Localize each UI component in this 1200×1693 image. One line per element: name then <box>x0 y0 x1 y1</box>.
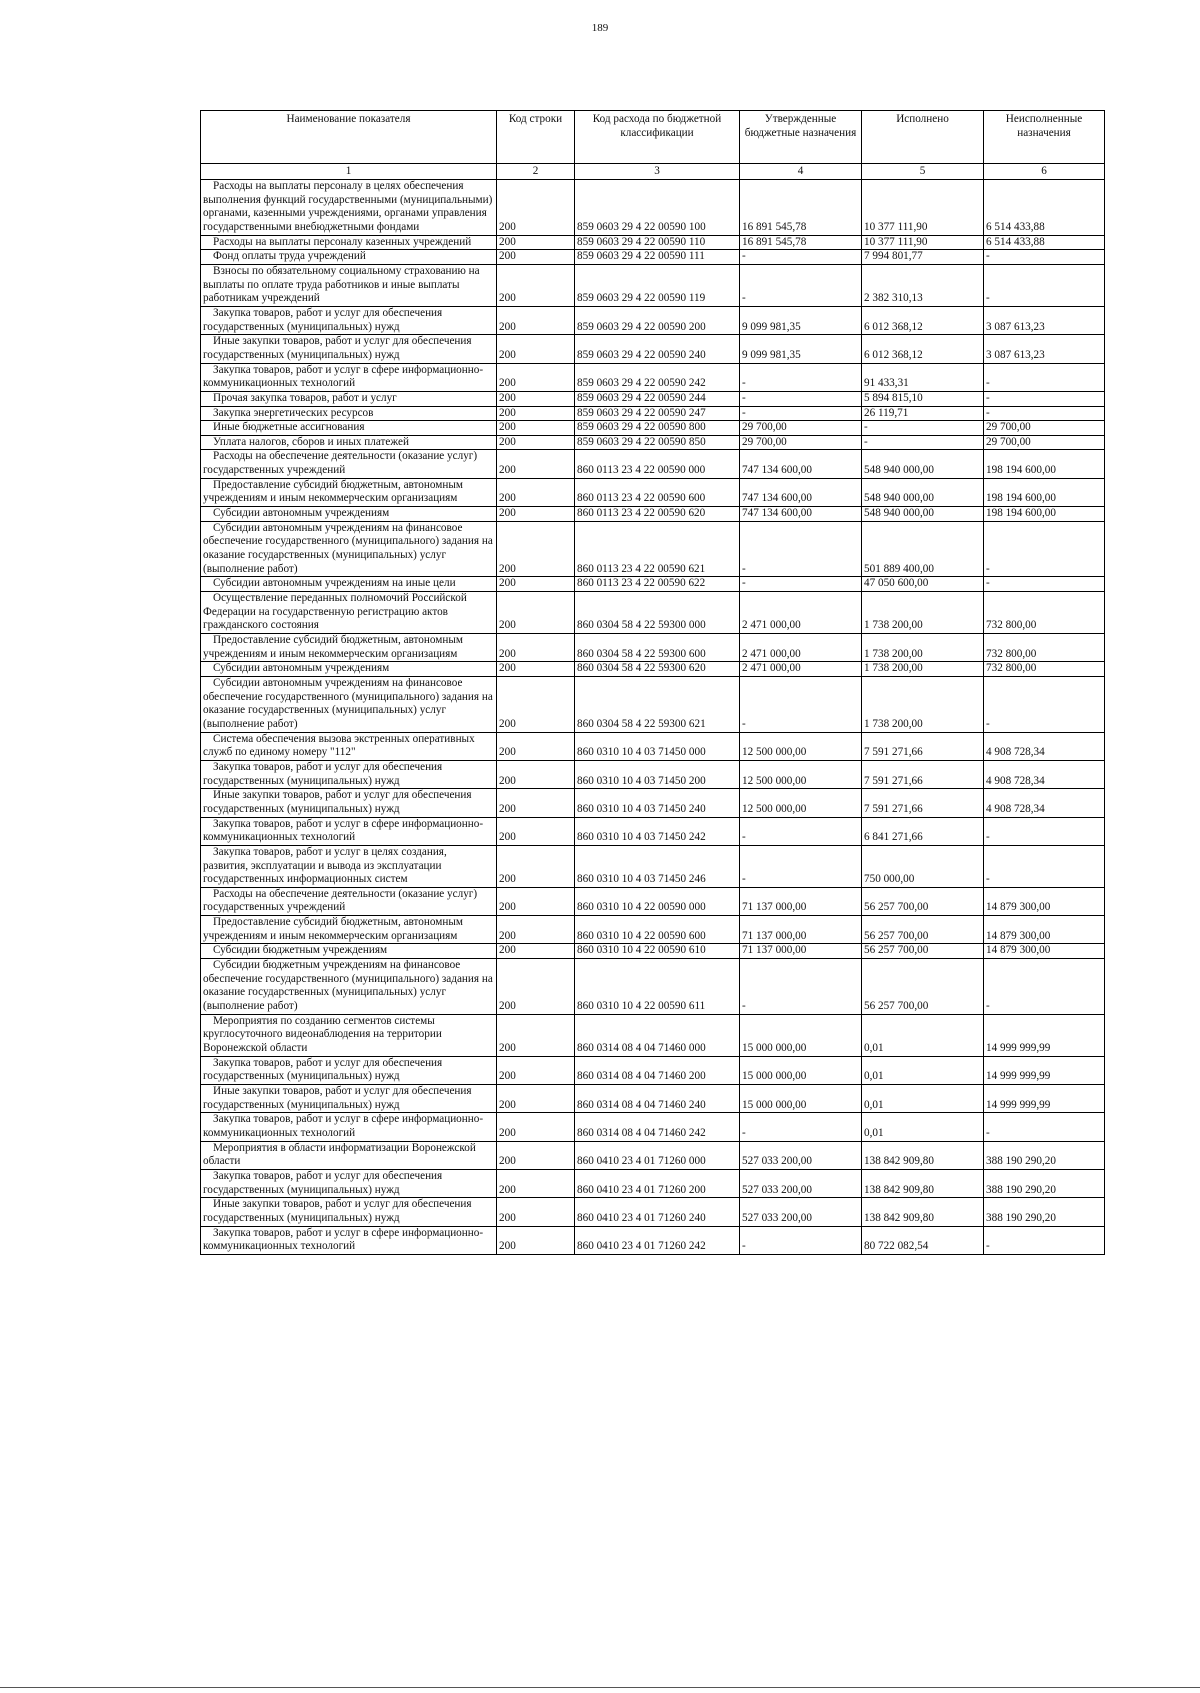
row-line-code: 200 <box>497 1169 575 1197</box>
row-approved-amount: 2 471 000,00 <box>740 592 862 634</box>
row-executed-amount: 7 591 271,66 <box>862 760 984 788</box>
row-indicator-name: Субсидии автономным учреждениям на финансовое обеспечение государственного (муниципального) задания на оказание государственных (муниципальных) услуг (выполнение работ) <box>201 676 497 732</box>
table-row <box>201 306 1105 334</box>
header-executed: Исполнено <box>862 111 984 164</box>
row-line-code: 200 <box>497 1085 575 1113</box>
row-line-code: 200 <box>497 1014 575 1056</box>
row-line-code: 200 <box>497 363 575 391</box>
row-indicator-name: Субсидии автономным учреждениям на финансовое обеспечение государственного (муниципального) задания на оказание государственных (муниципальных) услуг (выполнение работ) <box>201 521 497 577</box>
row-indicator-name: Закупка товаров, работ и услуг в сфере информационно-коммуникационных технологий <box>201 1226 497 1254</box>
row-unexecuted-amount: 388 190 290,20 <box>984 1169 1105 1197</box>
row-approved-amount: - <box>740 264 862 306</box>
row-budget-code: 860 0310 10 4 03 71450 246 <box>575 845 740 887</box>
row-budget-code: 860 0113 23 4 22 00590 000 <box>575 450 740 478</box>
row-budget-code: 860 0113 23 4 22 00590 621 <box>575 521 740 577</box>
row-budget-code: 859 0603 29 4 22 00590 242 <box>575 363 740 391</box>
row-indicator-name: Предоставление субсидий бюджетным, автономным учреждениям и иным некоммерческим организациям <box>201 916 497 944</box>
row-executed-amount: 7 994 801,77 <box>862 250 984 265</box>
row-executed-amount: 548 940 000,00 <box>862 507 984 522</box>
row-executed-amount: 138 842 909,80 <box>862 1169 984 1197</box>
row-budget-code: 859 0603 29 4 22 00590 111 <box>575 250 740 265</box>
row-approved-amount: 747 134 600,00 <box>740 507 862 522</box>
row-unexecuted-amount: - <box>984 521 1105 577</box>
row-unexecuted-amount: 388 190 290,20 <box>984 1198 1105 1226</box>
row-unexecuted-amount: - <box>984 264 1105 306</box>
row-line-code: 200 <box>497 944 575 959</box>
row-executed-amount: 10 377 111,90 <box>862 180 984 236</box>
row-line-code: 200 <box>497 250 575 265</box>
row-unexecuted-amount: 14 999 999,99 <box>984 1014 1105 1056</box>
row-approved-amount: - <box>740 817 862 845</box>
table-row <box>201 845 1105 887</box>
row-unexecuted-amount: 3 087 613,23 <box>984 335 1105 363</box>
row-executed-amount: 80 722 082,54 <box>862 1226 984 1254</box>
row-line-code: 200 <box>497 845 575 887</box>
row-unexecuted-amount: 6 514 433,88 <box>984 235 1105 250</box>
row-budget-code: 860 0410 23 4 01 71260 200 <box>575 1169 740 1197</box>
row-budget-code: 860 0304 58 4 22 59300 620 <box>575 662 740 677</box>
row-approved-amount: 15 000 000,00 <box>740 1056 862 1084</box>
table-row <box>201 662 1105 677</box>
row-budget-code: 860 0310 10 4 22 00590 000 <box>575 887 740 915</box>
row-approved-amount: 16 891 545,78 <box>740 235 862 250</box>
table-row <box>201 887 1105 915</box>
row-budget-code: 860 0310 10 4 22 00590 600 <box>575 916 740 944</box>
row-budget-code: 859 0603 29 4 22 00590 244 <box>575 391 740 406</box>
table-row <box>201 335 1105 363</box>
row-indicator-name: Мероприятия по созданию сегментов системы круглосуточного видеонаблюдения на территории Воронежской области <box>201 1014 497 1056</box>
row-executed-amount: 6 012 368,12 <box>862 335 984 363</box>
row-executed-amount: 1 738 200,00 <box>862 592 984 634</box>
row-line-code: 200 <box>497 391 575 406</box>
column-number: 6 <box>984 164 1105 180</box>
row-indicator-name: Иные закупки товаров, работ и услуг для обеспечения государственных (муниципальных) нужд <box>201 789 497 817</box>
row-line-code: 200 <box>497 760 575 788</box>
table-row <box>201 1014 1105 1056</box>
row-indicator-name: Иные бюджетные ассигнования <box>201 421 497 436</box>
row-indicator-name: Субсидии бюджетным учреждениям на финансовое обеспечение государственного (муниципального) задания на оказание государственных (муниципальных) услуг (выполнение работ) <box>201 959 497 1015</box>
row-budget-code: 860 0314 08 4 04 71460 242 <box>575 1113 740 1141</box>
row-indicator-name: Иные закупки товаров, работ и услуг для обеспечения государственных (муниципальных) нужд <box>201 335 497 363</box>
row-approved-amount: - <box>740 1113 862 1141</box>
row-approved-amount: 15 000 000,00 <box>740 1014 862 1056</box>
table-row <box>201 478 1105 506</box>
row-budget-code: 860 0310 10 4 22 00590 610 <box>575 944 740 959</box>
row-indicator-name: Уплата налогов, сборов и иных платежей <box>201 435 497 450</box>
row-budget-code: 860 0113 23 4 22 00590 622 <box>575 577 740 592</box>
row-indicator-name: Система обеспечения вызова экстренных оперативных служб по единому номеру "112" <box>201 732 497 760</box>
row-budget-code: 860 0304 58 4 22 59300 000 <box>575 592 740 634</box>
row-approved-amount: 9 099 981,35 <box>740 335 862 363</box>
table-row <box>201 264 1105 306</box>
row-budget-code: 859 0603 29 4 22 00590 100 <box>575 180 740 236</box>
row-indicator-name: Закупка товаров, работ и услуг для обеспечения государственных (муниципальных) нужд <box>201 1056 497 1084</box>
row-indicator-name: Фонд оплаты труда учреждений <box>201 250 497 265</box>
row-unexecuted-amount: 732 800,00 <box>984 634 1105 662</box>
row-budget-code: 860 0410 23 4 01 71260 240 <box>575 1198 740 1226</box>
row-executed-amount: - <box>862 421 984 436</box>
table-row <box>201 732 1105 760</box>
header-row <box>201 111 1105 164</box>
row-line-code: 200 <box>497 592 575 634</box>
row-line-code: 200 <box>497 264 575 306</box>
row-budget-code: 860 0314 08 4 04 71460 000 <box>575 1014 740 1056</box>
row-line-code: 200 <box>497 521 575 577</box>
row-budget-code: 860 0310 10 4 03 71450 242 <box>575 817 740 845</box>
row-unexecuted-amount: 198 194 600,00 <box>984 507 1105 522</box>
row-approved-amount: 12 500 000,00 <box>740 732 862 760</box>
row-executed-amount: 0,01 <box>862 1085 984 1113</box>
row-executed-amount: 138 842 909,80 <box>862 1198 984 1226</box>
row-executed-amount: 7 591 271,66 <box>862 789 984 817</box>
row-indicator-name: Субсидии бюджетным учреждениям <box>201 944 497 959</box>
row-line-code: 200 <box>497 1056 575 1084</box>
row-line-code: 200 <box>497 180 575 236</box>
row-line-code: 200 <box>497 817 575 845</box>
row-budget-code: 860 0314 08 4 04 71460 240 <box>575 1085 740 1113</box>
row-line-code: 200 <box>497 435 575 450</box>
table-row <box>201 1085 1105 1113</box>
row-line-code: 200 <box>497 634 575 662</box>
row-indicator-name: Мероприятия в области информатизации Воронежской области <box>201 1141 497 1169</box>
row-unexecuted-amount: - <box>984 845 1105 887</box>
row-approved-amount: - <box>740 250 862 265</box>
row-line-code: 200 <box>497 335 575 363</box>
row-approved-amount: 29 700,00 <box>740 435 862 450</box>
row-budget-code: 859 0603 29 4 22 00590 110 <box>575 235 740 250</box>
row-executed-amount: 6 012 368,12 <box>862 306 984 334</box>
table-row <box>201 944 1105 959</box>
row-executed-amount: 56 257 700,00 <box>862 916 984 944</box>
table-row <box>201 450 1105 478</box>
row-budget-code: 859 0603 29 4 22 00590 200 <box>575 306 740 334</box>
table-row <box>201 435 1105 450</box>
row-line-code: 200 <box>497 676 575 732</box>
header-approved: Утвержденные бюджетные назначения <box>740 111 862 164</box>
row-approved-amount: 12 500 000,00 <box>740 760 862 788</box>
row-unexecuted-amount: - <box>984 959 1105 1015</box>
table-row <box>201 363 1105 391</box>
row-budget-code: 860 0310 10 4 03 71450 200 <box>575 760 740 788</box>
table-row <box>201 421 1105 436</box>
row-indicator-name: Предоставление субсидий бюджетным, автономным учреждениям и иным некоммерческим организациям <box>201 634 497 662</box>
row-executed-amount: 548 940 000,00 <box>862 478 984 506</box>
row-executed-amount: 47 050 600,00 <box>862 577 984 592</box>
row-budget-code: 859 0603 29 4 22 00590 119 <box>575 264 740 306</box>
row-indicator-name: Взносы по обязательному социальному страхованию на выплаты по оплате труда работников и иные выплаты работникам учреждений <box>201 264 497 306</box>
row-executed-amount: 1 738 200,00 <box>862 676 984 732</box>
row-indicator-name: Расходы на обеспечение деятельности (оказание услуг) государственных учреждений <box>201 450 497 478</box>
row-approved-amount: 527 033 200,00 <box>740 1169 862 1197</box>
row-approved-amount: - <box>740 521 862 577</box>
table-row <box>201 521 1105 577</box>
table-row <box>201 507 1105 522</box>
row-unexecuted-amount: - <box>984 1226 1105 1254</box>
row-unexecuted-amount: 4 908 728,34 <box>984 760 1105 788</box>
row-executed-amount: 1 738 200,00 <box>862 634 984 662</box>
row-executed-amount: 10 377 111,90 <box>862 235 984 250</box>
row-unexecuted-amount: 4 908 728,34 <box>984 789 1105 817</box>
row-unexecuted-amount: 14 879 300,00 <box>984 916 1105 944</box>
table-row <box>201 634 1105 662</box>
row-unexecuted-amount: - <box>984 250 1105 265</box>
row-approved-amount: 9 099 981,35 <box>740 306 862 334</box>
row-budget-code: 860 0310 10 4 03 71450 000 <box>575 732 740 760</box>
row-line-code: 200 <box>497 916 575 944</box>
row-executed-amount: 7 591 271,66 <box>862 732 984 760</box>
row-unexecuted-amount: - <box>984 1113 1105 1141</box>
row-indicator-name: Субсидии автономным учреждениям на иные цели <box>201 577 497 592</box>
row-approved-amount: 747 134 600,00 <box>740 450 862 478</box>
row-unexecuted-amount: 6 514 433,88 <box>984 180 1105 236</box>
table-row <box>201 1226 1105 1254</box>
row-unexecuted-amount: 732 800,00 <box>984 592 1105 634</box>
row-budget-code: 860 0310 10 4 22 00590 611 <box>575 959 740 1015</box>
row-unexecuted-amount: 388 190 290,20 <box>984 1141 1105 1169</box>
row-line-code: 200 <box>497 1198 575 1226</box>
row-budget-code: 859 0603 29 4 22 00590 240 <box>575 335 740 363</box>
row-line-code: 200 <box>497 887 575 915</box>
row-approved-amount: - <box>740 1226 862 1254</box>
row-executed-amount: 56 257 700,00 <box>862 887 984 915</box>
row-line-code: 200 <box>497 1141 575 1169</box>
row-line-code: 200 <box>497 421 575 436</box>
row-line-code: 200 <box>497 507 575 522</box>
row-unexecuted-amount: 29 700,00 <box>984 421 1105 436</box>
row-indicator-name: Иные закупки товаров, работ и услуг для обеспечения государственных (муниципальных) нужд <box>201 1198 497 1226</box>
table-row <box>201 760 1105 788</box>
row-unexecuted-amount: 14 999 999,99 <box>984 1056 1105 1084</box>
row-approved-amount: - <box>740 577 862 592</box>
row-approved-amount: 527 033 200,00 <box>740 1198 862 1226</box>
table-row <box>201 676 1105 732</box>
page-bottom-rule <box>0 1687 1200 1688</box>
row-approved-amount: 71 137 000,00 <box>740 944 862 959</box>
row-line-code: 200 <box>497 1113 575 1141</box>
row-approved-amount: 71 137 000,00 <box>740 916 862 944</box>
row-unexecuted-amount: - <box>984 817 1105 845</box>
row-indicator-name: Закупка товаров, работ и услуг в сфере информационно-коммуникационных технологий <box>201 817 497 845</box>
table-row <box>201 1141 1105 1169</box>
table-row <box>201 235 1105 250</box>
table-row <box>201 1169 1105 1197</box>
row-approved-amount: 29 700,00 <box>740 421 862 436</box>
table-row <box>201 817 1105 845</box>
table-row <box>201 1198 1105 1226</box>
row-executed-amount: 0,01 <box>862 1113 984 1141</box>
budget-execution-table <box>200 110 1105 1255</box>
row-executed-amount: 91 433,31 <box>862 363 984 391</box>
row-approved-amount: 747 134 600,00 <box>740 478 862 506</box>
row-budget-code: 860 0310 10 4 03 71450 240 <box>575 789 740 817</box>
table-row <box>201 1056 1105 1084</box>
row-approved-amount: 2 471 000,00 <box>740 662 862 677</box>
header-budget-code: Код расхода по бюджетной классификации <box>575 111 740 164</box>
row-unexecuted-amount: 198 194 600,00 <box>984 478 1105 506</box>
row-budget-code: 860 0410 23 4 01 71260 000 <box>575 1141 740 1169</box>
table-row <box>201 406 1105 421</box>
table-row <box>201 180 1105 236</box>
row-line-code: 200 <box>497 662 575 677</box>
row-indicator-name: Осуществление переданных полномочий Российской Федерации на государственную регистрацию актов гражданского состояния <box>201 592 497 634</box>
table-row <box>201 250 1105 265</box>
row-executed-amount: 1 738 200,00 <box>862 662 984 677</box>
row-approved-amount: 71 137 000,00 <box>740 887 862 915</box>
row-unexecuted-amount: - <box>984 363 1105 391</box>
row-indicator-name: Закупка энергетических ресурсов <box>201 406 497 421</box>
row-line-code: 200 <box>497 789 575 817</box>
row-line-code: 200 <box>497 406 575 421</box>
row-unexecuted-amount: 29 700,00 <box>984 435 1105 450</box>
row-unexecuted-amount: - <box>984 577 1105 592</box>
row-approved-amount: - <box>740 363 862 391</box>
row-line-code: 200 <box>497 478 575 506</box>
row-unexecuted-amount: 732 800,00 <box>984 662 1105 677</box>
row-budget-code: 860 0304 58 4 22 59300 621 <box>575 676 740 732</box>
page-number: 189 <box>591 22 609 34</box>
row-unexecuted-amount: 14 999 999,99 <box>984 1085 1105 1113</box>
row-indicator-name: Закупка товаров, работ и услуг для обеспечения государственных (муниципальных) нужд <box>201 760 497 788</box>
row-executed-amount: 501 889 400,00 <box>862 521 984 577</box>
row-executed-amount: 138 842 909,80 <box>862 1141 984 1169</box>
row-line-code: 200 <box>497 306 575 334</box>
row-executed-amount: 750 000,00 <box>862 845 984 887</box>
column-number: 3 <box>575 164 740 180</box>
row-indicator-name: Прочая закупка товаров, работ и услуг <box>201 391 497 406</box>
row-line-code: 200 <box>497 1226 575 1254</box>
table-row <box>201 789 1105 817</box>
row-executed-amount: 2 382 310,13 <box>862 264 984 306</box>
column-number: 2 <box>497 164 575 180</box>
row-line-code: 200 <box>497 577 575 592</box>
row-indicator-name: Закупка товаров, работ и услуг в сфере информационно-коммуникационных технологий <box>201 363 497 391</box>
table-row <box>201 959 1105 1015</box>
header-unexecuted: Неисполненные назначения <box>984 111 1105 164</box>
table-row <box>201 577 1105 592</box>
row-approved-amount: 15 000 000,00 <box>740 1085 862 1113</box>
row-budget-code: 859 0603 29 4 22 00590 850 <box>575 435 740 450</box>
row-approved-amount: - <box>740 676 862 732</box>
row-unexecuted-amount: - <box>984 406 1105 421</box>
row-approved-amount: 2 471 000,00 <box>740 634 862 662</box>
row-executed-amount: 56 257 700,00 <box>862 944 984 959</box>
row-approved-amount: - <box>740 959 862 1015</box>
row-indicator-name: Субсидии автономным учреждениям <box>201 662 497 677</box>
row-indicator-name: Закупка товаров, работ и услуг в сфере информационно-коммуникационных технологий <box>201 1113 497 1141</box>
row-executed-amount: 0,01 <box>862 1056 984 1084</box>
table-body <box>201 180 1105 1255</box>
row-budget-code: 860 0113 23 4 22 00590 620 <box>575 507 740 522</box>
column-number: 1 <box>201 164 497 180</box>
row-approved-amount: 12 500 000,00 <box>740 789 862 817</box>
table-row <box>201 1113 1105 1141</box>
row-indicator-name: Закупка товаров, работ и услуг в целях создания, развития, эксплуатации и вывода из эксплуатации государственных информационных систем <box>201 845 497 887</box>
row-indicator-name: Иные закупки товаров, работ и услуг для обеспечения государственных (муниципальных) нужд <box>201 1085 497 1113</box>
row-indicator-name: Закупка товаров, работ и услуг для обеспечения государственных (муниципальных) нужд <box>201 306 497 334</box>
row-budget-code: 860 0410 23 4 01 71260 242 <box>575 1226 740 1254</box>
row-unexecuted-amount: 4 908 728,34 <box>984 732 1105 760</box>
row-indicator-name: Предоставление субсидий бюджетным, автономным учреждениям и иным некоммерческим организациям <box>201 478 497 506</box>
row-unexecuted-amount: 14 879 300,00 <box>984 887 1105 915</box>
row-budget-code: 860 0314 08 4 04 71460 200 <box>575 1056 740 1084</box>
table-row <box>201 592 1105 634</box>
row-executed-amount: 0,01 <box>862 1014 984 1056</box>
row-line-code: 200 <box>497 450 575 478</box>
row-approved-amount: - <box>740 391 862 406</box>
header-indicator-name: Наименование показателя <box>201 111 497 164</box>
row-unexecuted-amount: 3 087 613,23 <box>984 306 1105 334</box>
row-budget-code: 859 0603 29 4 22 00590 800 <box>575 421 740 436</box>
row-executed-amount: 548 940 000,00 <box>862 450 984 478</box>
row-unexecuted-amount: 198 194 600,00 <box>984 450 1105 478</box>
column-number: 5 <box>862 164 984 180</box>
column-number-row <box>201 164 1105 180</box>
row-indicator-name: Закупка товаров, работ и услуг для обеспечения государственных (муниципальных) нужд <box>201 1169 497 1197</box>
row-executed-amount: 26 119,71 <box>862 406 984 421</box>
row-line-code: 200 <box>497 732 575 760</box>
table-row <box>201 916 1105 944</box>
row-unexecuted-amount: 14 879 300,00 <box>984 944 1105 959</box>
row-line-code: 200 <box>497 235 575 250</box>
row-indicator-name: Расходы на обеспечение деятельности (оказание услуг) государственных учреждений <box>201 887 497 915</box>
row-indicator-name: Расходы на выплаты персоналу в целях обеспечения выполнения функций государственными (муниципальными) органами, казенными учреждениями, органами управления государственными внебюджетными фондами <box>201 180 497 236</box>
header-line-code: Код строки <box>497 111 575 164</box>
row-approved-amount: - <box>740 406 862 421</box>
row-unexecuted-amount: - <box>984 676 1105 732</box>
row-approved-amount: 16 891 545,78 <box>740 180 862 236</box>
row-executed-amount: - <box>862 435 984 450</box>
row-approved-amount: - <box>740 845 862 887</box>
row-executed-amount: 6 841 271,66 <box>862 817 984 845</box>
row-executed-amount: 5 894 815,10 <box>862 391 984 406</box>
row-unexecuted-amount: - <box>984 391 1105 406</box>
row-budget-code: 859 0603 29 4 22 00590 247 <box>575 406 740 421</box>
row-indicator-name: Субсидии автономным учреждениям <box>201 507 497 522</box>
row-executed-amount: 56 257 700,00 <box>862 959 984 1015</box>
row-line-code: 200 <box>497 959 575 1015</box>
row-approved-amount: 527 033 200,00 <box>740 1141 862 1169</box>
column-number: 4 <box>740 164 862 180</box>
table-row <box>201 391 1105 406</box>
row-budget-code: 860 0304 58 4 22 59300 600 <box>575 634 740 662</box>
row-budget-code: 860 0113 23 4 22 00590 600 <box>575 478 740 506</box>
row-indicator-name: Расходы на выплаты персоналу казенных учреждений <box>201 235 497 250</box>
